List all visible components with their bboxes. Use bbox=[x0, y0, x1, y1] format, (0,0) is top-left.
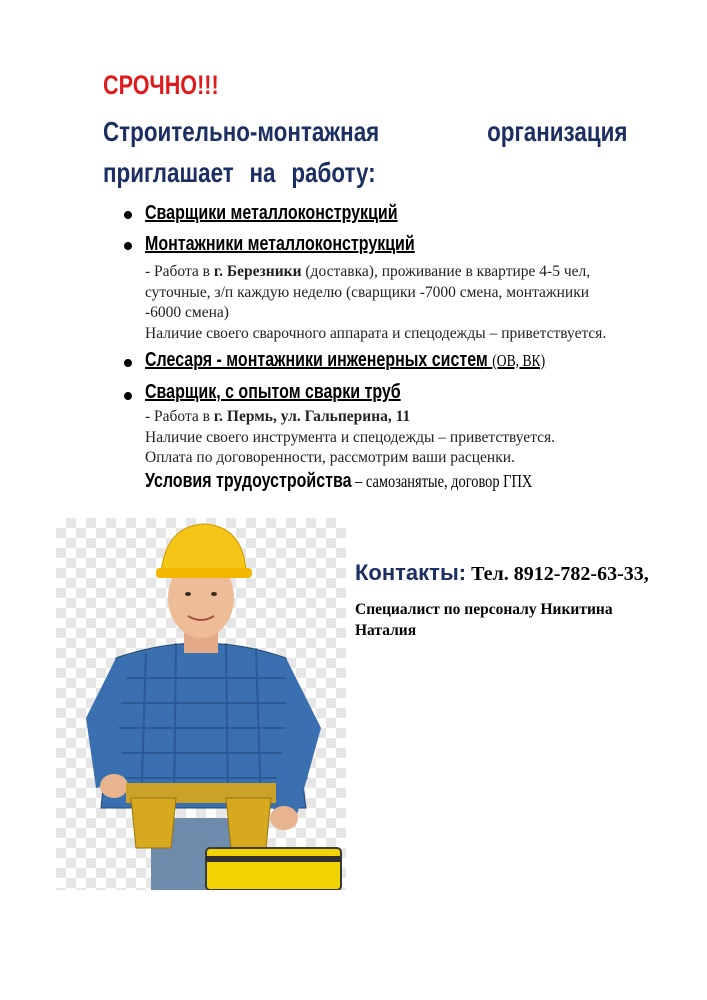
details1-line4: Наличие своего сварочного аппарата и спецодежды – приветствуется. bbox=[145, 325, 607, 342]
heading-organization: организация bbox=[486, 116, 627, 147]
employment-terms: Условия трудоустройства – самозанятые, договор ГПХ bbox=[145, 470, 533, 492]
position-pipe-welder: Сварщик, с опытом сварки труб bbox=[145, 381, 401, 403]
contacts-line: Контакты: Тел. 8912-782-63-33, bbox=[355, 560, 649, 585]
heading-invitation: приглашает на работу: bbox=[103, 157, 376, 188]
details1-line3: -6000 смена) bbox=[145, 304, 229, 321]
heading-company: Строительно-монтажная bbox=[103, 116, 380, 147]
bullet-icon bbox=[124, 211, 132, 219]
details2-line2: Наличие своего инструмента и спецодежды – приветствуется. bbox=[145, 429, 556, 446]
details1-line2: суточные, з/п каждую неделю (сварщики -7000 смена, монтажники bbox=[145, 284, 590, 301]
position-installers: Монтажники металлоконструкций bbox=[145, 233, 415, 255]
details2-line1: - Работа в г. Пермь, ул. Гальперина, 11 bbox=[145, 408, 411, 425]
bullet-icon bbox=[124, 359, 132, 367]
position-fitters: Слесаря - монтажники инженерных систем (ОВ, ВК) bbox=[145, 349, 546, 371]
bullet-icon bbox=[124, 242, 132, 250]
details1-line1: - Работа в г. Березники (доставка), проживание в квартире 4-5 чел, bbox=[145, 263, 591, 280]
worker-photo bbox=[56, 518, 346, 890]
details2-line3: Оплата по договоренности, рассмотрим ваши расценки. bbox=[145, 449, 515, 466]
bullet-icon bbox=[124, 392, 132, 400]
hr-specialist: Специалист по персоналу Никитина Наталия bbox=[355, 601, 613, 639]
position-welders: Сварщики металлоконструкций bbox=[145, 202, 398, 224]
urgent-heading: СРОЧНО!!! bbox=[103, 70, 219, 100]
